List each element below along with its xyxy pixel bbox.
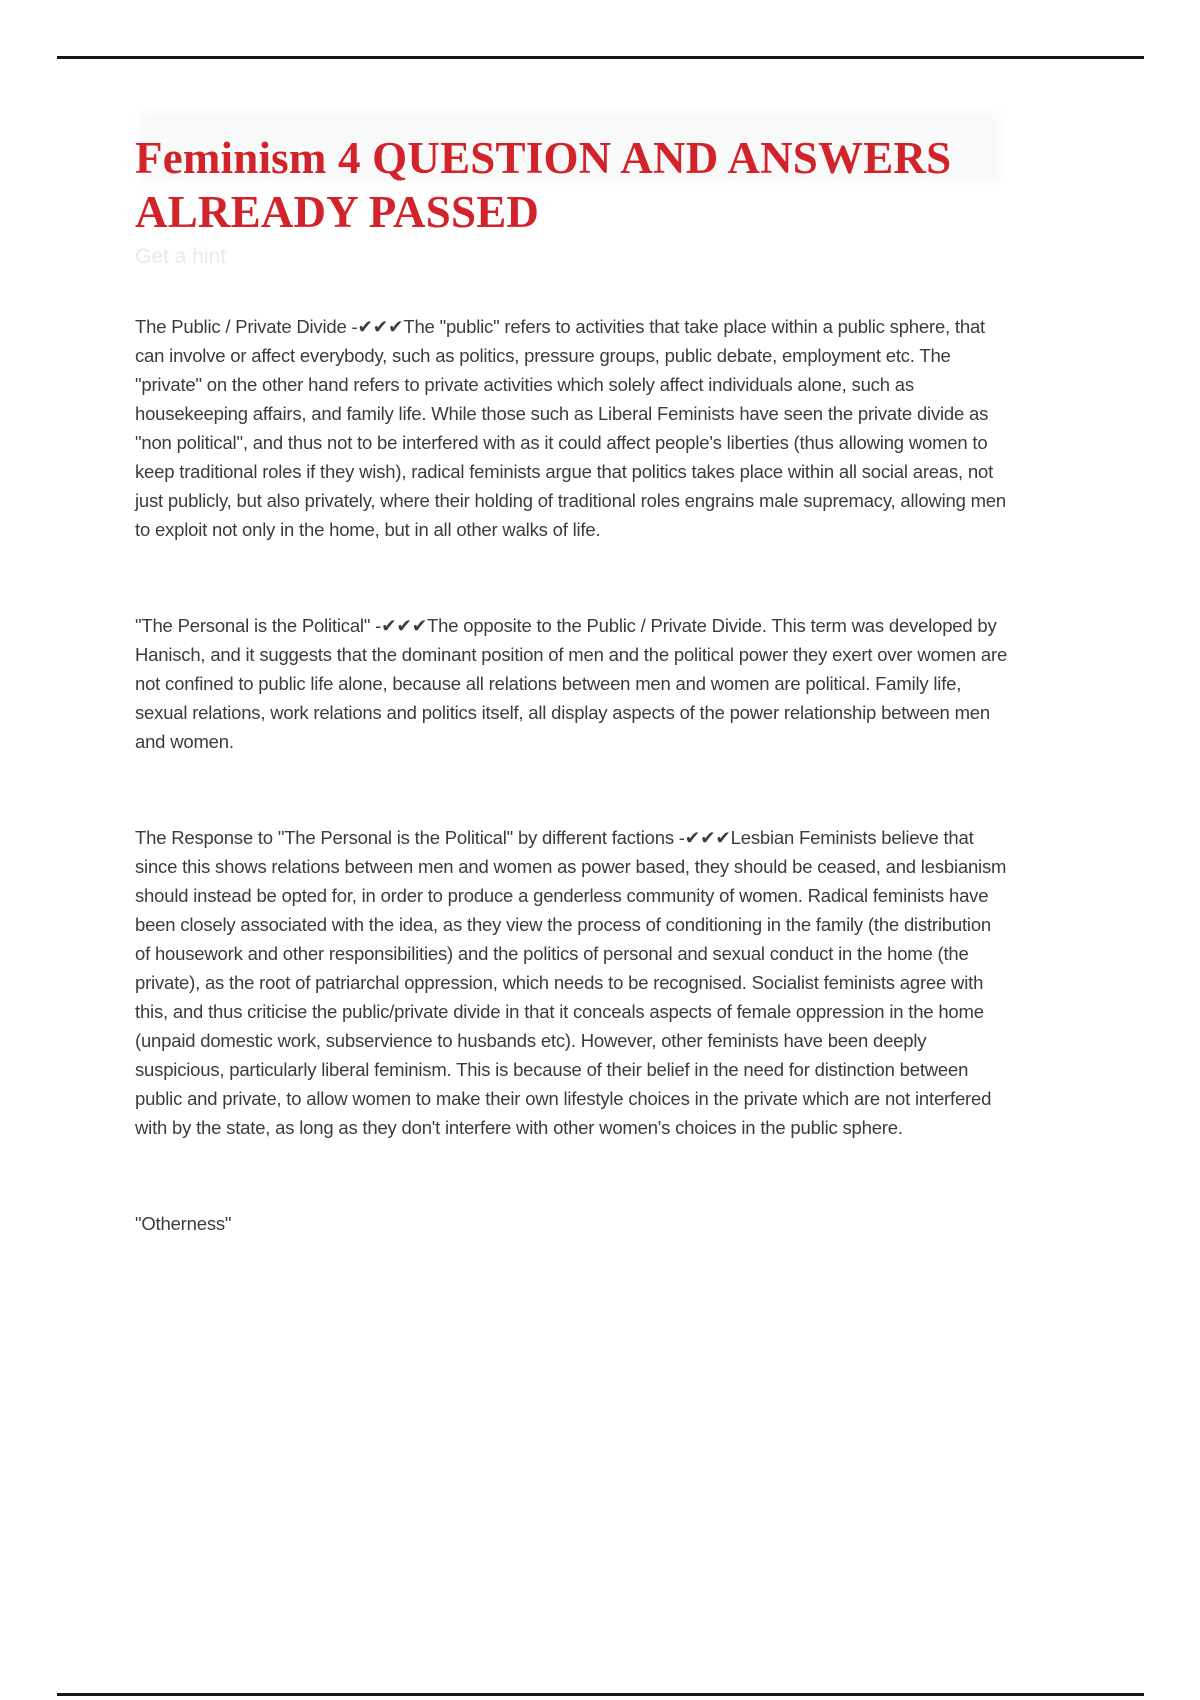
qa-paragraph-personal-is-political: "The Personal is the Political" -✔✔✔The opposite to the Public / Private Divide. This term was developed by Hanisch, and it suggests that the dominant position of men and the political power they exert over women are not confined to public life alone, because all relations between men and women are political. Family life, sexual relations, work relations and politics itself, all display aspects of the power relationship between men and women. xyxy=(135,615,1012,752)
get-a-hint-link[interactable]: Get a hint xyxy=(135,245,227,268)
page-title: Feminism 4 QUESTION AND ANSWERS ALREADY PASSED xyxy=(135,133,952,237)
qa-paragraph-otherness: "Otherness" xyxy=(135,1213,232,1234)
qa-paragraph-public-private-divide: The Public / Private Divide -✔✔✔The "public" refers to activities that take place within a public sphere, that can involve or affect everybody, such as politics, pressure groups, public debate, employment etc. The "private" on the other hand refers to private activities which solely affect individuals alone, such as housekeeping affairs, and family life. While those such as Liberal Feminists have seen the private divide as "non political", and thus not to be interfered with as it could affect people's liberties (thus allowing women to keep traditional roles if they wish), radical feminists argue that politics takes place within all social areas, not just publicly, but also privately, where their holding of traditional roles engrains male supremacy, allowing men to exploit not only in the home, but in all other walks of life. xyxy=(135,316,1011,540)
qa-paragraph-response-to-personal-is-political: The Response to "The Personal is the Political" by different factions -✔✔✔Lesbian Feminists believe that since this shows relations between men and women as power based, they should be ceased, and lesbianism should instead be opted for, in order to produce a genderless community of women. Radical feminists have been closely associated with the idea, as they view the process of conditioning in the family (the distribution of housework and other responsibilities) and the politics of personal and sexual conduct in the home (the private), as the root of patriarchal oppression, which needs to be recognised. Socialist feminists agree with this, and thus criticise the public/private divide in that it conceals aspects of female oppression in the home (unpaid domestic work, subservience to husbands etc). However, other feminists have been deeply suspicious, particularly liberal feminism. This is because of their belief in the need for distinction between public and private, to allow women to make their own lifestyle choices in the private which are not interfered with by the state, as long as they don't interfere with other women's choices in the public sphere. xyxy=(135,827,1012,1138)
bottom-divider xyxy=(57,1693,1144,1696)
document-content xyxy=(135,0,1010,1238)
